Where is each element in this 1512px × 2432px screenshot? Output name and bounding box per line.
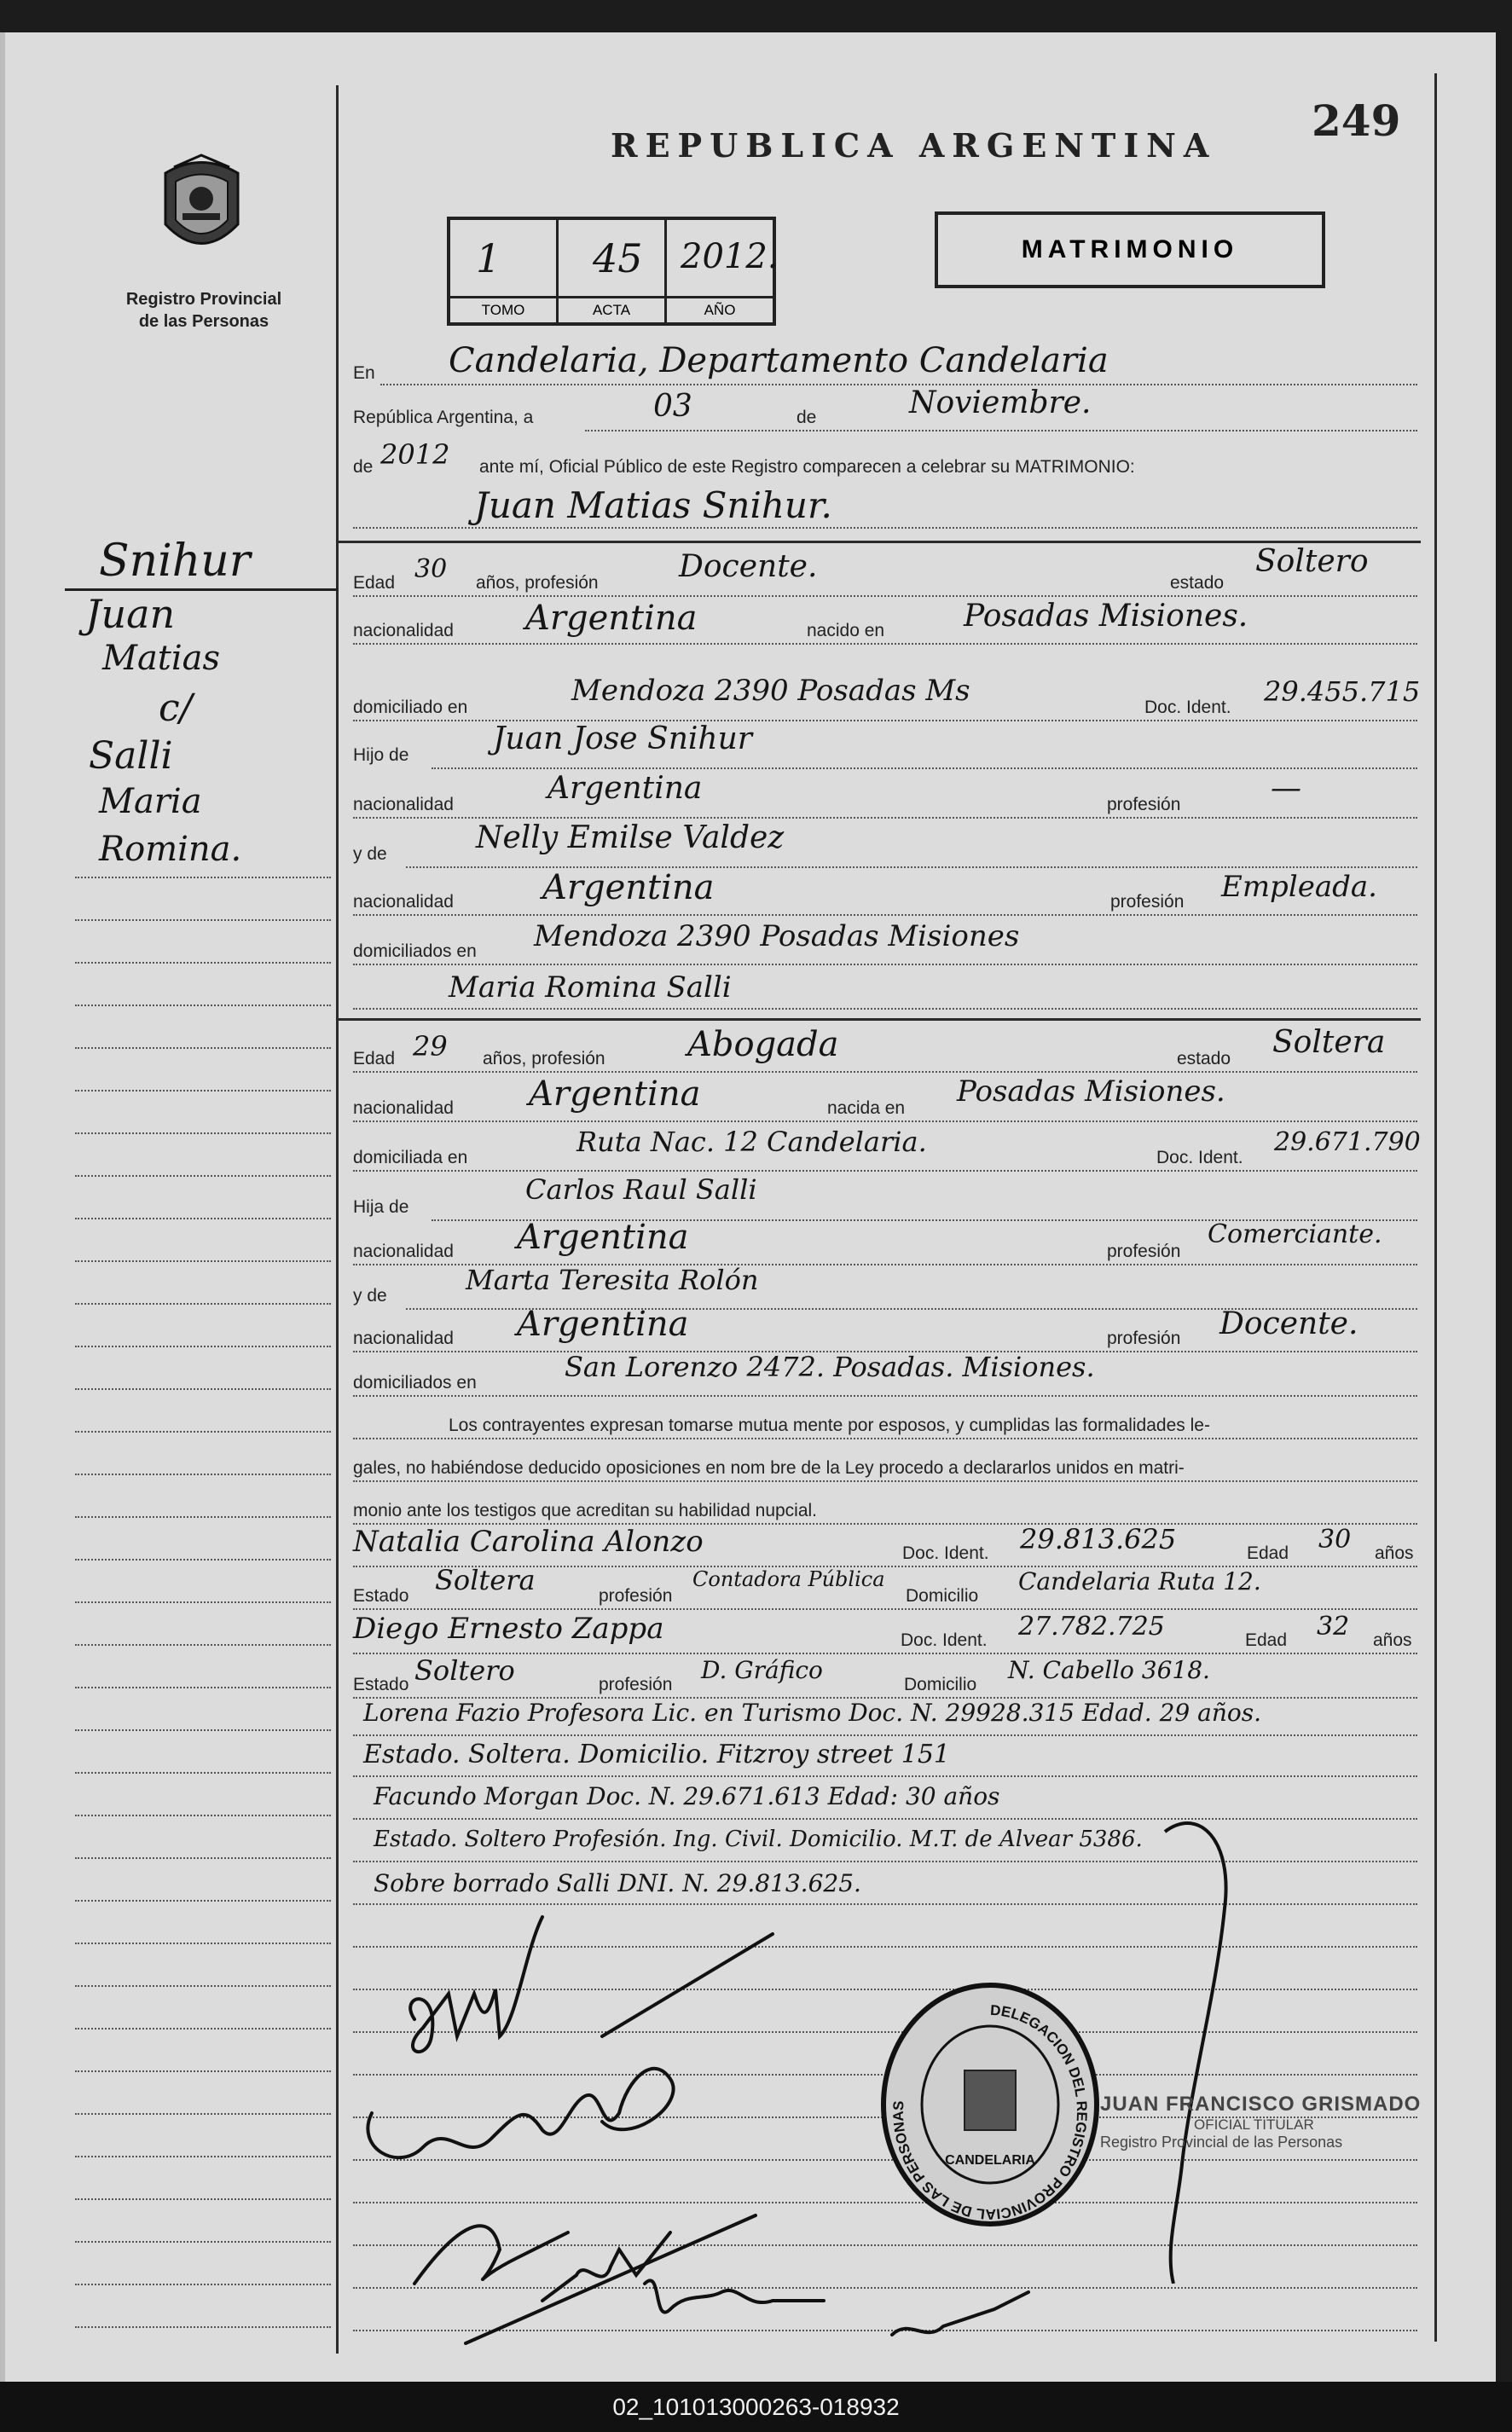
groom-mother-nat-label: nacionalidad — [353, 892, 454, 912]
margin-rule-line — [75, 1260, 331, 1262]
extra-witness-line: Facundo Morgan Doc. N. 29.671.613 Edad: 30 años — [374, 1782, 1000, 1810]
bride-status: Soltera — [1272, 1025, 1386, 1060]
bride-name: Maria Romina Salli — [449, 970, 732, 1005]
margin-rule-line — [75, 1175, 331, 1177]
margin-rule-line — [75, 1857, 331, 1859]
section-divider — [338, 1018, 1421, 1021]
registry-line-1: Registro Provincial — [125, 290, 282, 309]
rule — [353, 964, 1417, 965]
margin-note — [65, 536, 338, 877]
bride-mother-prof-label: profesión — [1107, 1329, 1181, 1348]
rule — [353, 817, 1417, 819]
en-label: En — [353, 363, 375, 383]
margin-note-line: Snihur — [65, 536, 338, 591]
acta-value: 45 — [593, 235, 643, 281]
rule — [353, 527, 1417, 529]
month-value: Noviembre. — [909, 385, 1092, 420]
declaration-line: monio ante los testigos que acreditan su habilidad nupcial. — [353, 1501, 818, 1520]
margin-note-line: Juan — [85, 591, 176, 637]
margin-rule-line — [75, 1005, 331, 1006]
signature-strike — [602, 1934, 773, 2036]
signature-witness-4 — [892, 2292, 1028, 2335]
official-title: OFICIAL TITULAR — [1194, 2116, 1314, 2133]
rule — [432, 767, 1417, 769]
witness-address: N. Cabello 3618. — [1008, 1656, 1210, 1684]
groom-yde-label: y de — [353, 844, 387, 864]
official-name: JUAN FRANCISCO GRISMADO — [1100, 2093, 1422, 2116]
margin-rule-line — [75, 1687, 331, 1688]
groom-address: Mendoza 2390 Posadas Ms — [571, 674, 970, 708]
margin-rule-line — [75, 1559, 331, 1561]
witness-status: Soltero — [414, 1654, 515, 1687]
rule — [353, 1071, 1417, 1073]
rule — [353, 1395, 1417, 1397]
groom-profession: Docente. — [679, 549, 818, 584]
record-box — [447, 217, 779, 326]
groom-father-profession: — — [1271, 771, 1301, 806]
groom-name: Juan Matias Snihur. — [474, 484, 832, 526]
margin-rule-line — [75, 962, 331, 964]
margin-rule-line — [75, 1815, 331, 1816]
signature-bride — [368, 2069, 673, 2157]
witness-domicilio-label: Domicilio — [906, 1586, 979, 1606]
appear-text: ante mí, Oficial Público de este Registro comparecen a celebrar su MATRIMONIO: — [479, 457, 1135, 477]
margin-rule-line — [75, 1729, 331, 1731]
rule — [353, 1120, 1417, 1122]
groom-edad-label: Edad — [353, 573, 396, 593]
extra-witness-line: Sobre borrado Salli DNI. N. 29.813.625. — [374, 1869, 861, 1897]
anio-value: 2012. — [681, 237, 779, 276]
margin-rule-line — [75, 2070, 331, 2072]
witness-doc-label: Doc. Ident. — [901, 1630, 988, 1650]
margin-note-line: Romina. — [99, 830, 242, 869]
witness-profesion-label: profesión — [599, 1586, 673, 1606]
groom-parents-address: Mendoza 2390 Posadas Misiones — [534, 919, 1020, 953]
witness-profession: D. Gráfico — [701, 1656, 823, 1684]
tomo-cell — [450, 220, 559, 322]
bride-doc: 29.671.790 — [1274, 1127, 1421, 1157]
bride-father: Carlos Raul Salli — [525, 1173, 757, 1206]
bride-profession: Abogada — [687, 1025, 839, 1064]
witness-profesion-label: profesión — [599, 1675, 673, 1694]
margin-rule-line — [75, 1644, 331, 1646]
witness-domicilio-label: Domicilio — [904, 1675, 977, 1694]
place-value: Candelaria, Departamento Candelaria — [449, 341, 1109, 380]
witness-edad-label: Edad — [1245, 1630, 1288, 1650]
margin-rule-line — [75, 919, 331, 921]
anio-cell — [667, 220, 779, 322]
rule — [353, 914, 1417, 916]
bride-mother-nat-label: nacionalidad — [353, 1329, 454, 1348]
groom-nationality: Argentina — [525, 599, 698, 638]
margin-rule-line — [75, 1090, 331, 1092]
margin-rule-line — [75, 1985, 331, 1987]
bride-father-prof-label: profesión — [1107, 1242, 1181, 1261]
witness-doc: 29.813.625 — [1020, 1523, 1177, 1555]
signature-strike — [466, 2215, 756, 2343]
margin-note-line: Salli — [89, 734, 173, 778]
bride-mother: Marta Teresita Rolón — [466, 1264, 759, 1296]
bride-estado-label: estado — [1177, 1049, 1231, 1068]
year-prefix-label: de — [353, 457, 374, 477]
coat-of-arms-icon — [148, 152, 255, 267]
tomo-label: TOMO — [450, 296, 556, 322]
acta-label: ACTA — [559, 296, 664, 322]
groom-hijo-label: Hijo de — [353, 745, 409, 765]
witness-estado-label: Estado — [353, 1586, 409, 1606]
bride-edad-label: Edad — [353, 1049, 396, 1068]
official-registry: Registro Provincial de las Personas — [1100, 2134, 1343, 2151]
republica-label: República Argentina, a — [353, 408, 534, 427]
day-value: 03 — [653, 389, 692, 424]
anio-label: AÑO — [667, 296, 773, 322]
rule — [353, 1170, 1417, 1172]
margin-note-line: Maria — [99, 782, 202, 821]
margin-note-line: Matias — [102, 639, 221, 678]
groom-father-prof-label: profesión — [1107, 795, 1181, 814]
groom-status: Soltero — [1255, 544, 1369, 579]
month-prefix-label: de — [797, 408, 817, 427]
document-type-box — [935, 211, 1325, 288]
groom-father-nat-label: nacionalidad — [353, 795, 454, 814]
rule — [353, 1608, 1417, 1610]
witness-profession: Contadora Pública — [692, 1567, 885, 1591]
bride-address: Ruta Nac. 12 Candelaria. — [576, 1126, 927, 1158]
groom-birthplace: Posadas Misiones. — [964, 599, 1248, 634]
groom-nacido-label: nacido en — [807, 621, 885, 640]
witness-address: Candelaria Ruta 12. — [1018, 1567, 1261, 1595]
declaration-line: Los contrayentes expresan tomarse mutua mente por esposos, y cumplidas las formalidades le- — [449, 1416, 1210, 1435]
groom-doc-label: Doc. Ident. — [1144, 698, 1231, 717]
page-number: 249 — [1312, 96, 1401, 146]
acta-cell — [559, 220, 667, 322]
groom-profesion-label: años, profesión — [476, 573, 599, 593]
bride-nationality: Argentina — [529, 1074, 701, 1114]
seal-center-text: CANDELARIA — [945, 2153, 1035, 2168]
groom-estado-label: estado — [1170, 573, 1225, 593]
rule — [353, 1008, 1417, 1010]
bride-mother-profession: Docente. — [1219, 1306, 1358, 1341]
document-type: MATRIMONIO — [1021, 235, 1239, 263]
margin-rule-line — [75, 2113, 331, 2115]
margin-rule — [336, 85, 339, 2354]
margin-rule-line — [75, 1047, 331, 1049]
groom-mother-nationality: Argentina — [542, 868, 715, 907]
margin-note-line: c/ — [159, 686, 193, 730]
witness-status: Soltera — [435, 1564, 536, 1596]
bride-doc-label: Doc. Ident. — [1156, 1148, 1243, 1167]
groom-mother-profession: Empleada. — [1221, 870, 1377, 904]
margin-rule-line — [75, 1772, 331, 1774]
groom-father: Juan Jose Snihur — [493, 721, 752, 756]
groom-father-nationality: Argentina — [547, 771, 703, 806]
margin-rule-line — [75, 877, 331, 878]
rule — [353, 1775, 1417, 1777]
witness-anios-label: años — [1375, 1543, 1414, 1563]
official-stamp — [1100, 2093, 1421, 2151]
rule — [353, 643, 1417, 645]
official-signature — [1131, 1806, 1284, 2284]
right-rule — [1434, 73, 1437, 2342]
signature-groom — [410, 1917, 542, 2052]
rule — [585, 430, 1417, 431]
bride-hija-label: Hija de — [353, 1197, 409, 1217]
extra-witness-line: Estado. Soltero Profesión. Ing. Civil. Domicilio. M.T. de Alvear 5386. — [374, 1827, 1143, 1852]
year-value: 2012 — [380, 438, 450, 471]
margin-rule-line — [75, 1474, 331, 1475]
bride-father-profession: Comerciante. — [1208, 1219, 1382, 1249]
rule — [353, 595, 1417, 597]
margin-rule-line — [75, 1218, 331, 1219]
signature-witness-1 — [414, 2226, 568, 2284]
groom-nacionalidad-label: nacionalidad — [353, 621, 454, 640]
witness-doc: 27.782.725 — [1018, 1612, 1165, 1642]
bride-nacionalidad-label: nacionalidad — [353, 1098, 454, 1118]
witness-doc-label: Doc. Ident. — [902, 1543, 989, 1563]
bride-birthplace: Posadas Misiones. — [957, 1074, 1225, 1109]
rule — [380, 384, 1417, 385]
bride-parents-address: San Lorenzo 2472. Posadas. Misiones. — [565, 1351, 1095, 1383]
rule — [353, 1734, 1417, 1736]
margin-rule-line — [75, 1900, 331, 1902]
document-sheet — [0, 32, 1496, 2382]
section-divider — [338, 541, 1421, 543]
bride-mother-nationality: Argentina — [517, 1305, 689, 1344]
groom-age: 30 — [414, 554, 448, 584]
tomo-value: 1 — [476, 235, 501, 281]
margin-rule-line — [75, 1601, 331, 1603]
rule — [353, 1480, 1417, 1482]
margin-rule-line — [75, 2198, 331, 2200]
bride-nacida-label: nacida en — [827, 1098, 906, 1118]
margin-rule-line — [75, 2241, 331, 2243]
seal-ring-text: DELEGACION DEL REGISTRO PROVINCIAL DE LAS PERSONAS — [889, 2001, 1091, 2223]
margin-rule-line — [75, 1132, 331, 1134]
rule — [353, 1438, 1417, 1439]
extra-witness-line: Lorena Fazio Profesora Lic. en Turismo Doc. N. 29928.315 Edad. 29 años. — [363, 1699, 1261, 1727]
bride-father-nationality: Argentina — [517, 1218, 689, 1257]
groom-doc: 29.455.715 — [1264, 675, 1421, 708]
margin-rule-line — [75, 1516, 331, 1518]
groom-domicilio-label: domiciliado en — [353, 698, 468, 717]
registry-line-2: de las Personas — [138, 312, 269, 331]
bride-domicilio-label: domiciliada en — [353, 1148, 468, 1167]
groom-mother-prof-label: profesión — [1110, 892, 1185, 912]
margin-rule-line — [75, 2284, 331, 2285]
margin-rule-line — [75, 2028, 331, 2030]
signature-witness-3 — [645, 2280, 824, 2312]
bride-age: 29 — [413, 1030, 448, 1063]
country-title: REPUBLICA ARGENTINA — [611, 126, 1217, 165]
witness-anios-label: años — [1373, 1630, 1412, 1650]
signature-witness-2 — [542, 2232, 670, 2301]
margin-rule-line — [75, 1303, 331, 1305]
extra-witness-line: Estado. Soltera. Domicilio. Fitzroy street 151 — [363, 1740, 951, 1769]
groom-mother: Nelly Emilse Valdez — [476, 820, 785, 855]
groom-parents-dom-label: domiciliados en — [353, 941, 477, 961]
margin-rule-line — [75, 1388, 331, 1390]
bride-yde-label: y de — [353, 1286, 387, 1306]
witness-estado-label: Estado — [353, 1675, 409, 1694]
margin-rule-line — [75, 1943, 331, 1944]
witness-age: 30 — [1318, 1525, 1352, 1555]
bride-profesion-label: años, profesión — [483, 1049, 605, 1068]
witness-age: 32 — [1317, 1612, 1350, 1642]
margin-rule-line — [75, 2156, 331, 2157]
official-seal — [875, 1977, 1105, 2232]
witness-edad-label: Edad — [1247, 1543, 1289, 1563]
bride-parents-dom-label: domiciliados en — [353, 1373, 477, 1393]
declaration-line: gales, no habiéndose deducido oposiciones en nom bre de la Ley procedo a declararlos unidos en matri- — [353, 1458, 1185, 1478]
registry-name — [106, 288, 302, 333]
witness-name: Diego Ernesto Zappa — [353, 1612, 664, 1646]
image-id: 02_101013000263-018932 — [0, 2382, 1512, 2432]
witness-name: Natalia Carolina Alonzo — [353, 1525, 704, 1559]
bride-father-nat-label: nacionalidad — [353, 1242, 454, 1261]
margin-rule-line — [75, 1431, 331, 1433]
margin-rule-line — [75, 2326, 331, 2328]
margin-rule-line — [75, 1346, 331, 1347]
